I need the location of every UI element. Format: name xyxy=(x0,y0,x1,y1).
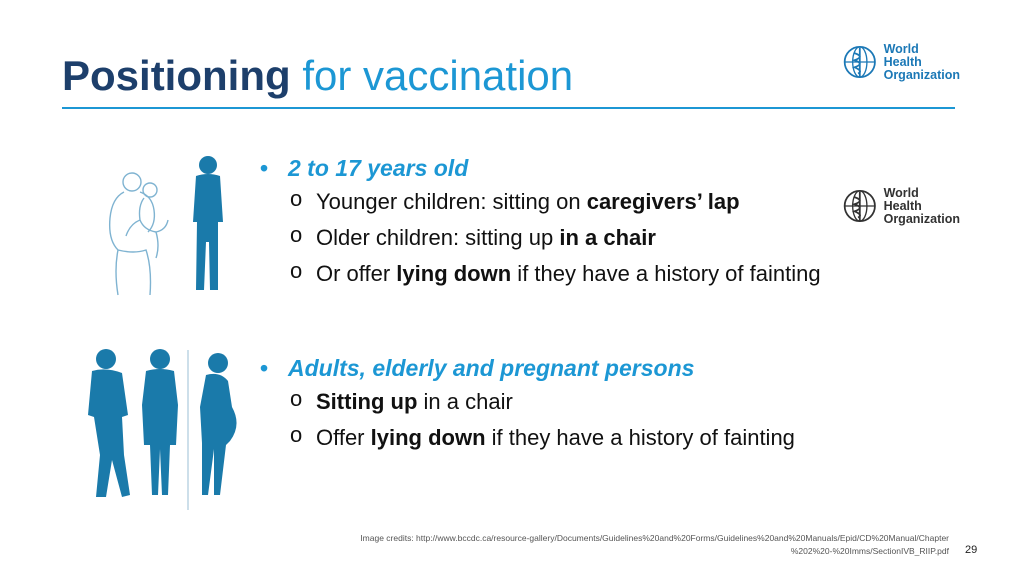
item-emphasis: Sitting up xyxy=(316,389,418,414)
title-bold: Positioning xyxy=(62,52,291,99)
list-item xyxy=(260,184,821,220)
who-watermark-line2: Organization xyxy=(883,211,960,226)
slide-title xyxy=(62,50,573,102)
sub-bullet-marker: o xyxy=(290,386,303,411)
sub-bullet-marker: o xyxy=(290,186,303,211)
list-item xyxy=(260,256,821,292)
item-emphasis: lying down xyxy=(396,261,512,286)
bullet-dot-icon: • xyxy=(260,155,269,181)
who-emblem-watermark-icon xyxy=(842,187,878,225)
who-logo-watermark xyxy=(842,185,960,227)
item-emphasis: lying down xyxy=(370,425,486,450)
item-text-end: in a chair xyxy=(417,389,513,414)
who-watermark-line1: World Health xyxy=(883,185,922,213)
item-text: Offer xyxy=(316,425,371,450)
title-divider xyxy=(62,107,955,109)
item-text-end: if they have a history of fainting xyxy=(485,425,795,450)
who-logo-text xyxy=(884,43,960,82)
who-emblem-icon xyxy=(842,42,878,82)
sub-bullet-marker: o xyxy=(290,222,303,247)
list-item xyxy=(260,420,795,456)
heading-text: 2 to 17 years old xyxy=(288,155,469,181)
item-text: Or offer xyxy=(316,261,397,286)
who-logo xyxy=(842,41,960,83)
who-watermark-text xyxy=(884,187,960,226)
image-credits xyxy=(249,532,949,558)
section-children xyxy=(260,152,821,292)
pregnant-person-silhouette-icon xyxy=(200,353,237,495)
item-text: Younger children: sitting on xyxy=(316,189,587,214)
list-item xyxy=(260,384,795,420)
section-adults xyxy=(260,352,795,456)
adult-male-silhouette-icon xyxy=(88,349,130,497)
who-logo-line1: World Health xyxy=(883,41,922,69)
list-item xyxy=(260,220,821,256)
sub-bullet-marker: o xyxy=(290,422,303,447)
caregiver-with-child-outline-icon xyxy=(110,173,168,295)
adults-positioning-illustration xyxy=(70,345,245,515)
section-heading xyxy=(260,352,795,384)
bullet-dot-icon: • xyxy=(260,355,269,381)
who-logo-line2: Organization xyxy=(883,67,960,82)
item-emphasis: in a chair xyxy=(559,225,656,250)
section-heading xyxy=(260,152,821,184)
credits-line1: Image credits: http://www.bccdc.ca/resource-gallery/Documents/Guidelines%20and%20Forms/Guidelines%20and%20Manuals/Epid/CD%20Manual/Chapter xyxy=(360,533,949,543)
credits-line2: %202%20-%20Imms/SectionIVB_RIIP.pdf xyxy=(790,546,949,556)
elderly-person-silhouette-icon xyxy=(142,349,178,495)
slide-number: 29 xyxy=(965,544,978,556)
children-positioning-illustration xyxy=(100,150,240,300)
item-text: Older children: sitting up xyxy=(316,225,560,250)
standing-child-silhouette-icon xyxy=(193,156,223,290)
heading-text: Adults, elderly and pregnant persons xyxy=(288,355,695,381)
sub-bullet-marker: o xyxy=(290,258,303,283)
title-light: for vaccination xyxy=(302,52,574,99)
item-text-end: if they have a history of fainting xyxy=(511,261,821,286)
item-emphasis: caregivers’ lap xyxy=(586,189,740,214)
